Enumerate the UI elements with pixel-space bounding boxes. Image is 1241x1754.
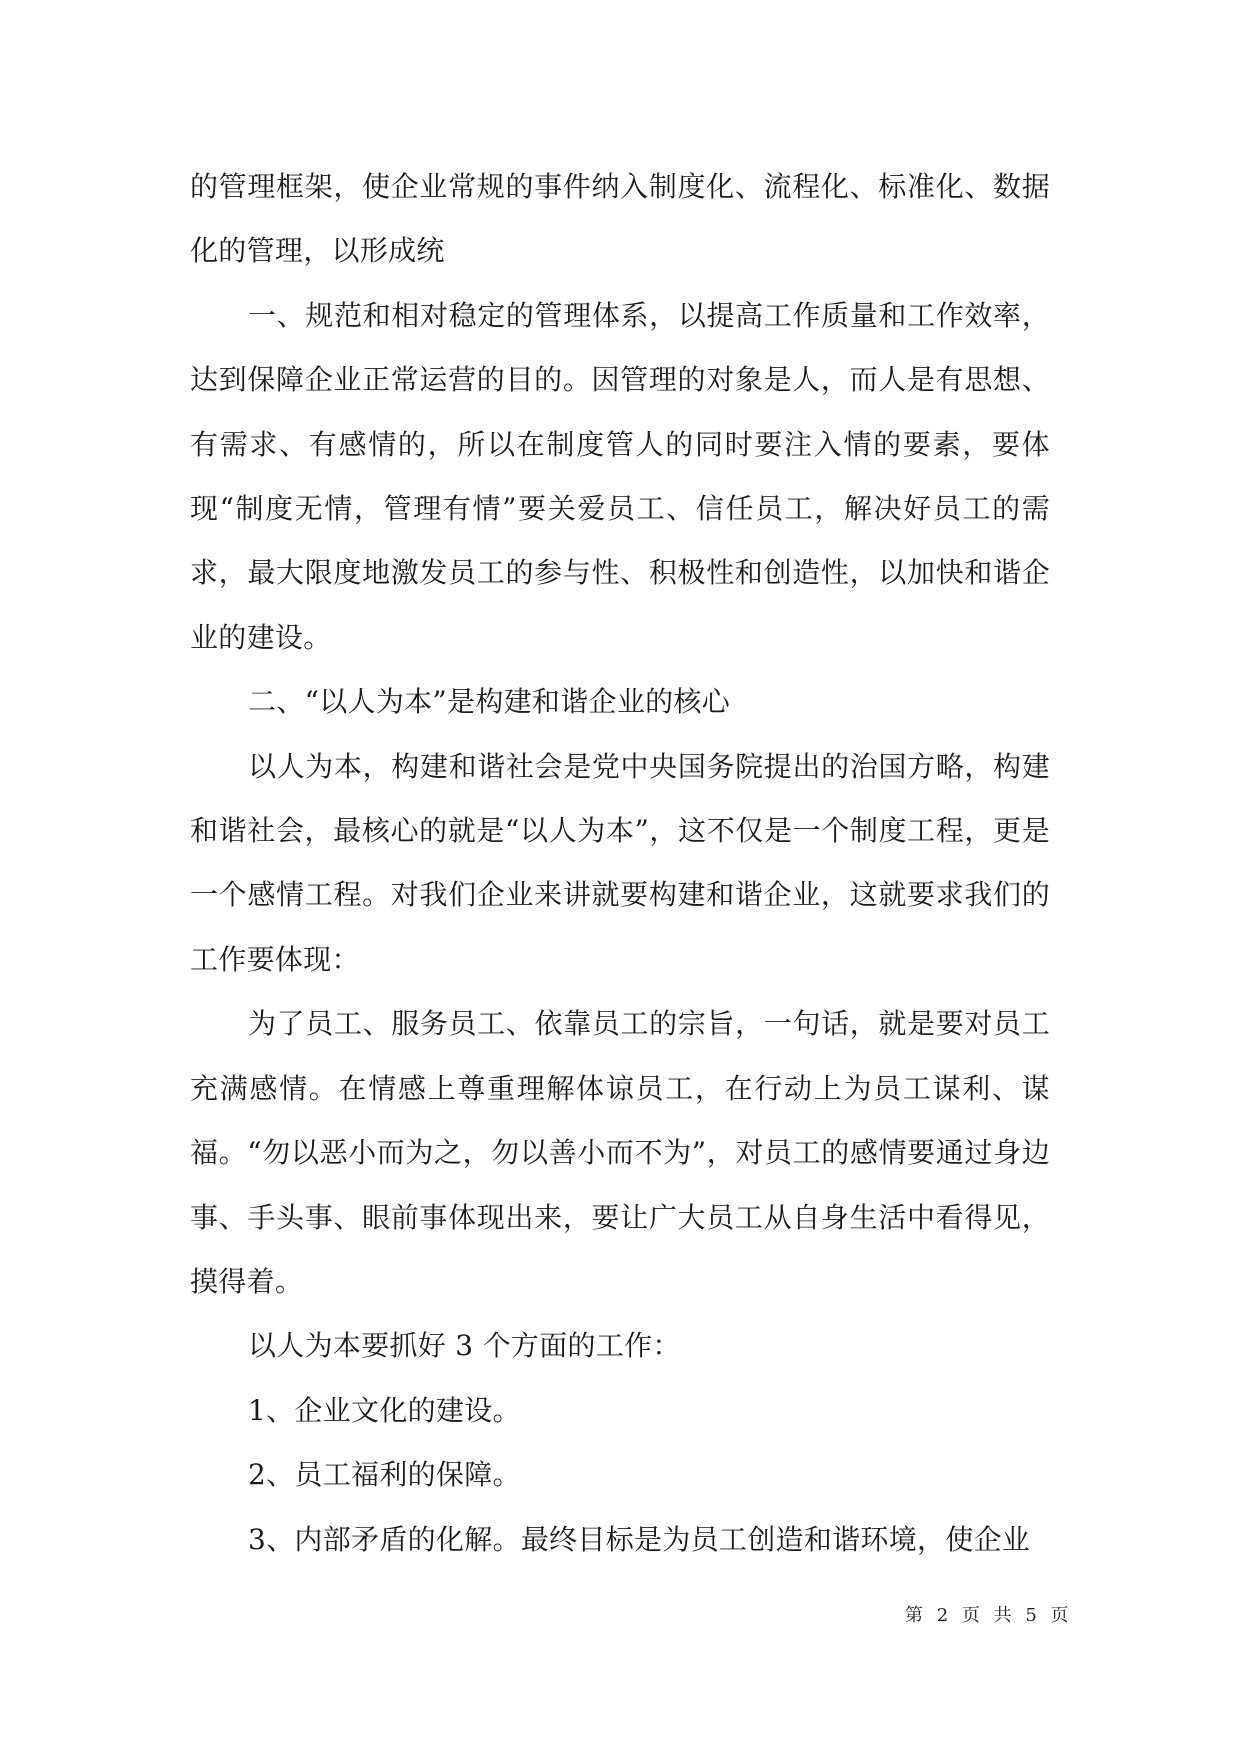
document-body [190,155,1050,1572]
paragraph-management-system: 一、规范和相对稳定的管理体系，以提高工作质量和工作效率，达到保障企业正常运营的目的。因管理的对象是人，而人是有思想、有需求、有感情的，所以在制度管人的同时要注入情的要素，要体现“制度无情，管理有情”要关爱员工、信任员工，解决好员工的需求，最大限度地激发员工的参与性、积极性和创造性，以加快和谐企业的建设。 [190,298,1050,654]
paragraph-serve-employees: 为了员工、服务员工、依靠员工的宗旨，一句话，就是要对员工充满感情。在情感上尊重理解体谅员工，在行动上为员工谋利、谋福。“勿以恶小而为之，勿以善小而不为”，对员工的感情要通过身边事、手头事、眼前事体现出来，要让广大员工从自身生活中看得见，摸得着。 [190,1007,1050,1298]
paragraph-continuation: 的管理框架，使企业常规的事件纳入制度化、流程化、标准化、数据化的管理，以形成统 [190,170,1050,268]
page-number-footer [905,1601,1073,1627]
paragraph-harmonious-society: 以人为本，构建和谐社会是党中央国务院提出的治国方略，构建和谐社会，最核心的就是“以人为本”，这不仅是一个制度工程，更是一个感情工程。对我们企业来讲就要构建和谐企业，这就要求我们的工作要体现： [190,749,1050,976]
paragraph-three-aspects: 以人为本要抓好 3 个方面的工作： [248,1329,681,1363]
page-number-label: 第 2 页 共 5 页 [905,1605,1073,1626]
list-item-internal-conflicts: 3、内部矛盾的化解。最终目标是为员工创造和谐环境，使企业 [248,1522,1031,1556]
list-item-employee-welfare: 2、员工福利的保障。 [248,1458,521,1492]
section-heading-people-oriented: 二、“以人为本”是构建和谐企业的核心 [248,685,731,719]
list-item-corporate-culture: 1、企业文化的建设。 [248,1393,521,1427]
